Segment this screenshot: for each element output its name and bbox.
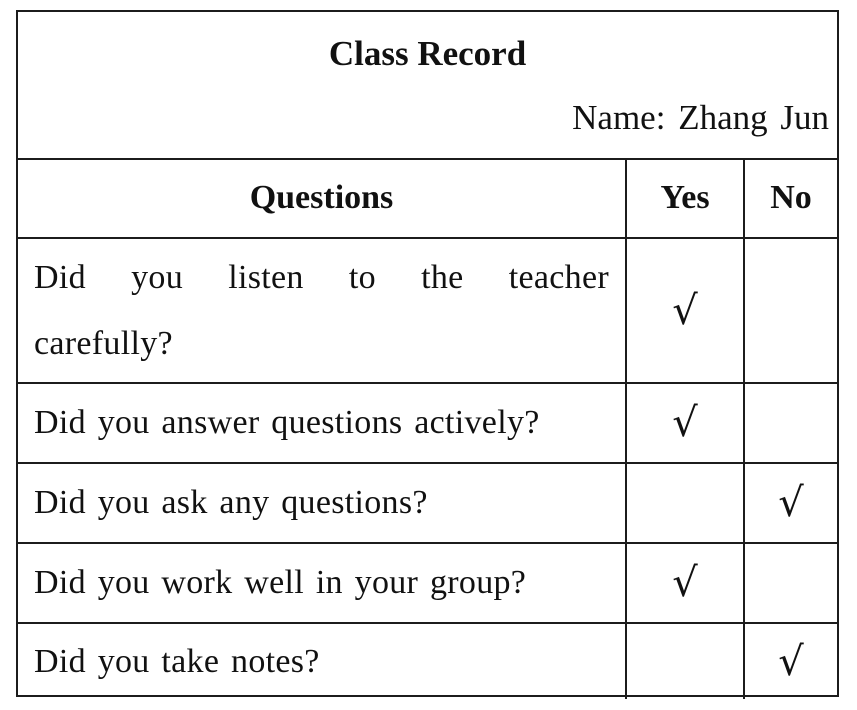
question-cell: Did you listen to the teacher carefully? (18, 238, 626, 383)
record-table (18, 158, 837, 699)
question-cell: Did you work well in your group? (18, 543, 626, 623)
name-label: Name (572, 98, 656, 137)
table-row (18, 623, 837, 699)
yes-checkmark-cell (626, 463, 744, 543)
yes-checkmark-cell: √ (626, 383, 744, 463)
table-row (18, 383, 837, 463)
yes-checkmark-cell: √ (626, 543, 744, 623)
table-row (18, 543, 837, 623)
no-checkmark-cell (744, 543, 837, 623)
yes-checkmark-cell (626, 623, 744, 699)
column-header-yes: Yes (626, 158, 744, 238)
table-row (18, 238, 837, 383)
name-separator: : (655, 98, 666, 137)
yes-checkmark-cell: √ (626, 238, 744, 383)
no-checkmark-cell (744, 383, 837, 463)
no-checkmark-cell (744, 238, 837, 383)
table-row (18, 463, 837, 543)
column-header-no: No (744, 158, 837, 238)
no-checkmark-cell: √ (744, 623, 837, 699)
name-value: Zhang Jun (678, 98, 829, 137)
column-header-questions: Questions (18, 158, 626, 238)
question-cell: Did you take notes? (18, 623, 626, 699)
record-header (18, 12, 837, 160)
table-header-row (18, 158, 837, 238)
no-checkmark-cell: √ (744, 463, 837, 543)
student-name-line (572, 98, 829, 138)
class-record-form (16, 10, 839, 697)
question-cell: Did you answer questions actively? (18, 383, 626, 463)
record-title: Class Record (328, 34, 527, 73)
question-cell: Did you ask any questions? (18, 463, 626, 543)
